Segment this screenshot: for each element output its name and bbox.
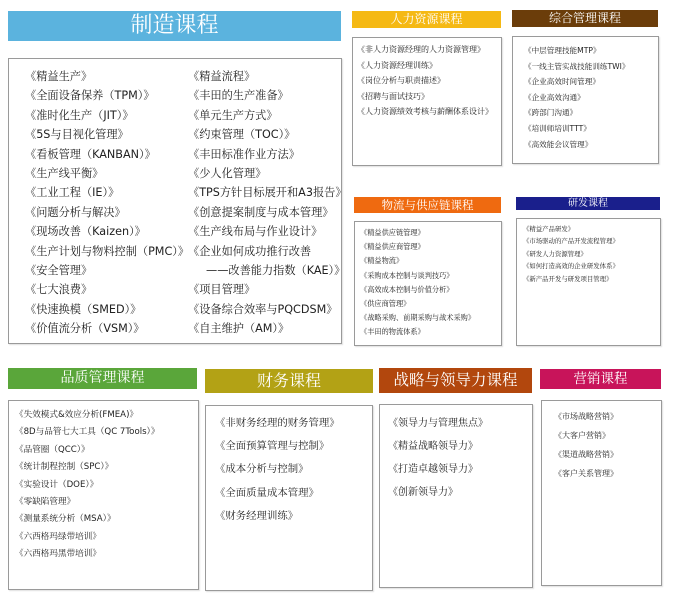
- course-item: 《实验设计（DOE）》: [15, 479, 99, 490]
- course-item: 《全面设备保养（TPM）》: [25, 89, 155, 103]
- course-item: 《供应商管理》: [360, 299, 411, 309]
- course-item: 《8D与品管七大工具（QC 7Tools）》: [15, 427, 160, 438]
- finance-course-list: [215, 412, 340, 528]
- course-item: 《人力资源绩效考核与薪酬体系设计》: [357, 107, 493, 116]
- course-item: 《市场驱动的产品开发流程管理》: [523, 237, 619, 246]
- finance-header: 财务课程: [205, 369, 373, 393]
- course-item: 《中层管理技能MTP》: [524, 46, 601, 55]
- course-item: 《战略采购、前期采购与战术采购》: [360, 313, 476, 323]
- course-item: 《单元生产方式》: [188, 108, 278, 122]
- course-item: 《失效模式&效应分析(FMEA)》: [15, 410, 139, 420]
- course-item: 《问题分析与解决》: [25, 205, 126, 219]
- logistics-course-list: [360, 226, 475, 340]
- course-item: 《精益生产》: [25, 70, 93, 83]
- course-item: 《七大浪费》: [25, 283, 93, 297]
- course-item: 《打造卓越领导力》: [388, 464, 478, 475]
- course-item: 《看板管理（KANBAN）》: [25, 147, 156, 161]
- course-item: 《全面质量成本管理》: [215, 486, 319, 499]
- course-item: 《现场改善（Kaizen）》: [25, 225, 146, 239]
- course-item: 《大客户营销》: [554, 431, 610, 440]
- course-item: 《价值流分析（VSM）》: [25, 322, 145, 336]
- manufacturing-course-list-right: [188, 67, 347, 339]
- finance-course-box: [205, 405, 373, 591]
- course-item: 《人力资源经理训练》: [357, 60, 437, 70]
- course-item: 《生产计划与物料控制（PMC）》: [25, 244, 190, 258]
- course-item: 《准时化生产（JIT）》: [25, 108, 134, 122]
- course-item: 《客户关系管理》: [554, 469, 618, 478]
- marketing-course-list: [554, 407, 618, 483]
- manufacturing-course-box: [8, 58, 347, 344]
- course-item: 《六西格玛绿带培训》: [15, 531, 101, 542]
- course-item: 《丰田标准作业方法》: [188, 147, 300, 161]
- course-item: 《精益产品研发》: [523, 225, 575, 233]
- course-item: 《精益流程》: [188, 70, 256, 83]
- general-management-course-box: [512, 36, 659, 164]
- course-item: 《测量系统分析（MSA）》: [15, 514, 116, 525]
- course-item: 《如何打造高效的企业研发体系》: [523, 262, 619, 271]
- course-item: 《高效成本控制与价值分析》: [360, 284, 454, 294]
- course-item: 《精益供应链管理》: [360, 228, 425, 237]
- manufacturing-course-list-left: [25, 67, 189, 339]
- rnd-header: 研发课程: [516, 197, 660, 210]
- course-item: 《创新领导力》: [388, 487, 458, 498]
- course-item: 《工业工程（IE）》: [25, 186, 120, 200]
- course-item: 《少人化管理》: [188, 167, 267, 181]
- course-item: 《TPS方针目标展开和A3报告》: [188, 186, 347, 200]
- course-item: 《非人力资源经理的人力资源管理》: [357, 45, 485, 54]
- course-item: 《约束管理（TOC）》: [188, 128, 296, 142]
- course-item-continuation: ——改善能力指数（KAE）》: [206, 264, 346, 278]
- marketing-course-box: [541, 400, 662, 586]
- course-item: 《企业高效沟通》: [524, 92, 585, 102]
- course-item: 《市场战略营销》: [554, 412, 618, 421]
- course-item: 《生产线布局与作业设计》: [188, 225, 323, 239]
- course-item: 《企业高效时间管理》: [524, 77, 600, 87]
- course-item: 《培训师培训TTT》: [524, 123, 591, 133]
- course-item: 《自主维护（AM）》: [188, 322, 290, 336]
- course-item: 《品管圈（QCC）》: [15, 444, 90, 455]
- quality-header: 品质管理课程: [8, 368, 197, 389]
- course-item: 《非财务经理的财务管理》: [215, 417, 340, 429]
- course-item: 《生产线平衡》: [25, 167, 104, 181]
- course-item: 《新产品开发与研发项目管理》: [523, 274, 613, 283]
- logistics-header: 物流与供应链课程: [354, 197, 501, 213]
- general-management-header: 综合管理课程: [512, 10, 658, 27]
- hr-course-box: [352, 37, 502, 166]
- rnd-course-box: [516, 218, 661, 346]
- course-item: 《领导力与管理焦点》: [388, 418, 488, 429]
- course-item: 《快速换模（SMED）》: [25, 302, 142, 316]
- course-item: 《精益战略领导力》: [388, 441, 478, 452]
- course-item: 《采购成本控制与谈判技巧》: [360, 270, 454, 280]
- hr-header: 人力资源课程: [352, 11, 501, 28]
- quality-course-box: [8, 400, 199, 590]
- course-item: 《丰田的物流体系》: [360, 327, 425, 337]
- general-management-course-list: [524, 43, 630, 152]
- course-item: 《一线主管实战技能训练TWI》: [524, 61, 630, 71]
- course-item: 《丰田的生产准备》: [188, 89, 289, 103]
- strategy-leadership-course-box: [379, 404, 533, 588]
- marketing-header: 营销课程: [540, 369, 661, 389]
- course-item: 《统计制程控制（SPC）》: [15, 462, 114, 473]
- rnd-course-list: [523, 223, 619, 285]
- course-item: 《渠道战略营销》: [554, 450, 618, 459]
- course-item: 《设备综合效率与PQCDSM》: [188, 302, 338, 316]
- course-item: 《创意提案制度与成本管理》: [188, 205, 334, 219]
- course-item: 《岗位分析与职责描述》: [357, 76, 445, 85]
- course-item: 《项目管理》: [188, 283, 256, 297]
- quality-course-list: [15, 407, 159, 564]
- course-item: 《企业如何成功推行改善: [188, 244, 312, 258]
- course-item: 《5S与目视化管理》: [25, 128, 129, 142]
- course-item: 《全面预算管理与控制》: [215, 440, 330, 453]
- logistics-course-box: [354, 221, 502, 346]
- course-item: 《精益物流》: [360, 256, 404, 266]
- course-item: 《安全管理》: [25, 264, 93, 278]
- course-item: 《高效能会议管理》: [524, 139, 593, 149]
- course-item: 《财务经理训练》: [215, 509, 299, 522]
- manufacturing-header: 制造课程: [8, 11, 341, 41]
- course-item: 《招聘与面试技巧》: [357, 91, 429, 101]
- course-item: 《零缺陷管理》: [15, 497, 76, 508]
- course-item: 《跨部门沟通》: [524, 108, 578, 118]
- course-item: 《成本分析与控制》: [215, 463, 309, 476]
- course-item: 《精益供应商管理》: [360, 242, 425, 252]
- course-item: 《六西格玛黑带培训》: [15, 549, 101, 560]
- strategy-leadership-course-list: [388, 412, 488, 504]
- course-item: 《研发人力资源管理》: [523, 249, 587, 258]
- hr-course-list: [357, 42, 493, 120]
- strategy-leadership-header: 战略与领导力课程: [379, 368, 532, 393]
